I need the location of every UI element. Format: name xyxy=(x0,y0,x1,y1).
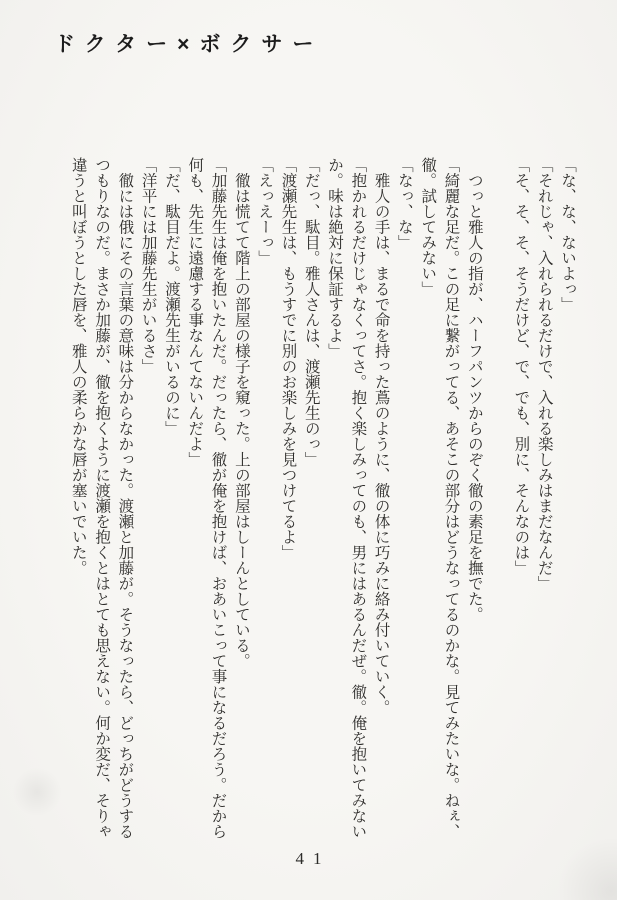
text-line: 「だ、駄目だよ。渡瀬先生がいるのに」 xyxy=(162,157,180,436)
text-line: 「渡瀬先生は、もうすでに別のお楽しみを見つけてるよ」 xyxy=(279,157,297,560)
text-line: 「そ、そ、そ、そうだけど、で、でも、別に、そんなのは」 xyxy=(512,157,530,576)
text-line: 「抱かれるだけじゃなくってさ。抱く楽しみってのも、男にはあるんだぜ。徹。俺を抱いてみない xyxy=(349,157,367,839)
text-line: 徹には俄にその言葉の意味は分からなかった。渡瀬と加藤が。そうなったら、どっちがどうする xyxy=(116,157,134,839)
body-text xyxy=(66,157,579,857)
text-line: 雅人の手は、まるで命を持った蔦のように、徹の体に巧みに絡み付いていく。 xyxy=(372,157,390,715)
text-line: 「なっ、な」 xyxy=(395,157,413,250)
text-line: 「な、な、ないよっ」 xyxy=(559,157,576,312)
text-line: 「だっ、駄目。雅人さんは、渡瀬先生のっ」 xyxy=(302,157,320,467)
text-line: 「えっえーっ」 xyxy=(256,157,274,266)
page-title: ドクター×ボクサー xyxy=(54,33,324,56)
page-number: 41 xyxy=(295,849,331,868)
text-line: つっと雅人の指が、ハーフパンツからのぞく徹の素足を撫でた。 xyxy=(465,157,483,622)
text-line: か。味は絶対に保証するよ」 xyxy=(326,157,344,359)
text-line: 徹は慌てて階上の部屋の様子を窺った。上の部屋はしーんとしている。 xyxy=(232,157,250,669)
text-line: 「洋平には加藤先生がいるさ」 xyxy=(139,157,157,374)
text-line: 何も、先生に遠慮する事なんてないんだよ」 xyxy=(186,157,204,467)
text-line: 「それじゃ、入れられるだけで、入れる楽しみはまだなんだ」 xyxy=(535,157,553,591)
text-line: 「綺麗な足だ。この足に繋がってる、あそこの部分はどうなってるのかな。見てみたいな。ねぇ、 xyxy=(442,157,460,839)
text-line: 「加藤先生は俺を抱いたんだ。だったら、徹が俺を抱けば、おあいこって事になるだろう。だから xyxy=(209,157,227,839)
text-line: 徹。試してみない」 xyxy=(419,157,437,297)
text-line: 違うと叫ぼうとした唇を、雅人の柔らかな唇が塞いでいた。 xyxy=(69,157,87,576)
text-line: つもりなのだ。まさか加藤が、徹を抱くように渡瀬を抱くとはとても思えない。何か変だ、そりゃ xyxy=(93,157,111,839)
